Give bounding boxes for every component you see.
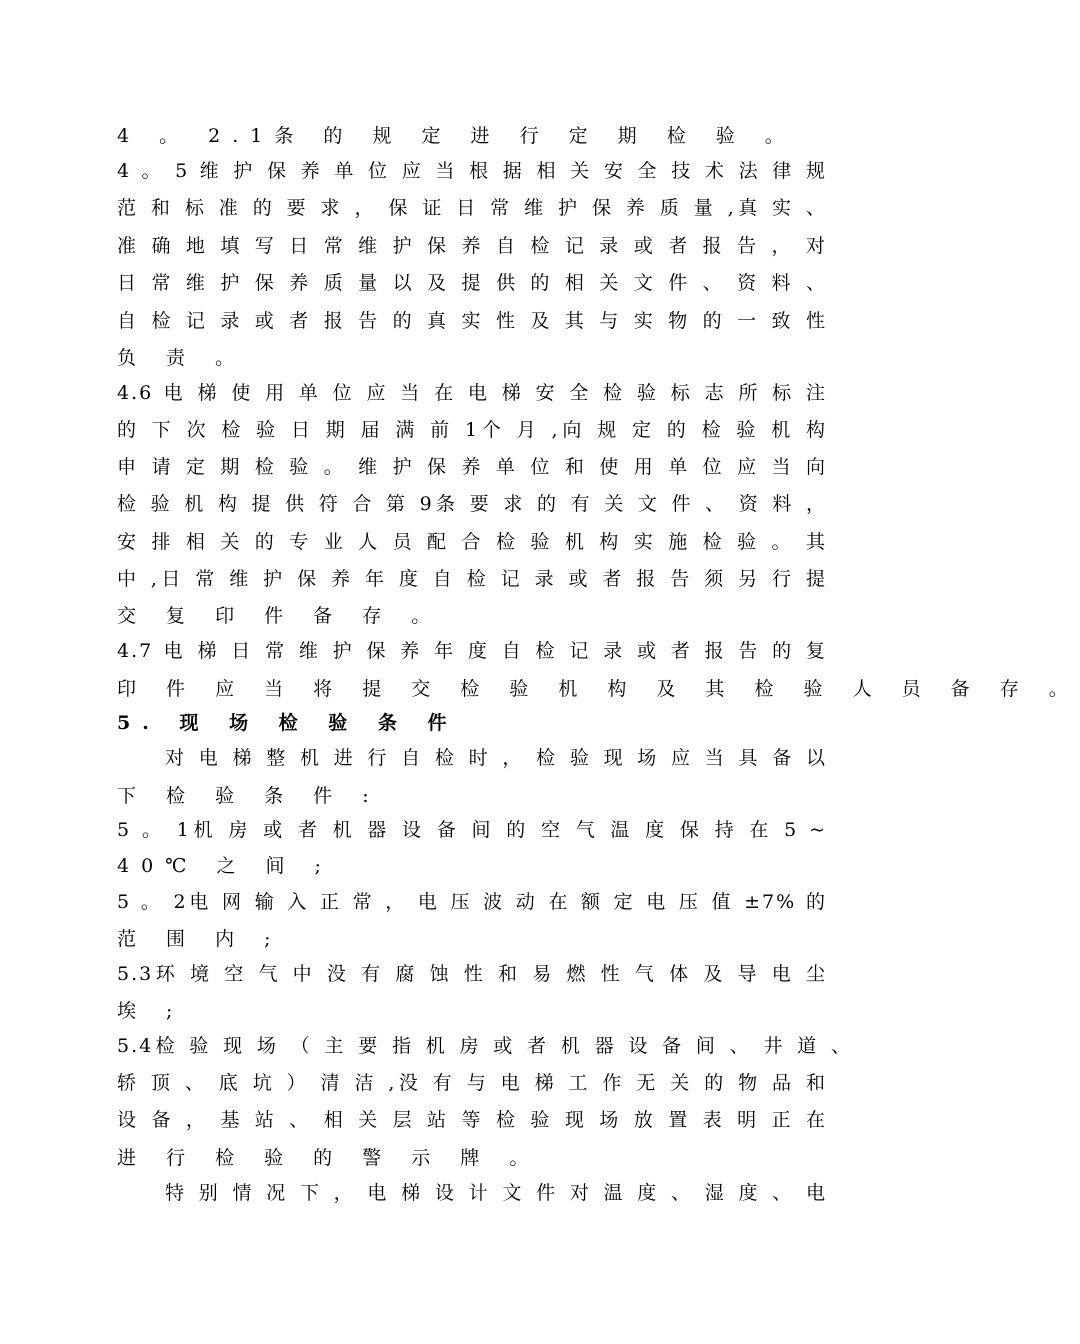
text-line: 准 确 地 填 写 日 常 维 护 保 养 自 检 记 录 或 者 报 告 ， 对 bbox=[117, 235, 827, 257]
text-line: 对 电 梯 整 机 进 行 自 检 时 ， 检 验 现 场 应 当 具 备 以 bbox=[165, 747, 827, 769]
text-line: 4 。 2.1条 的 规 定 进 行 定 期 检 验 。 bbox=[117, 125, 796, 147]
text-line: 范 围 内 ; bbox=[117, 928, 283, 950]
text-line: 检 验 机 构 提 供 符 合 第 9条 要 求 的 有 关 文 件 、 资 料 ， bbox=[117, 493, 827, 515]
text-line: 轿 顶 、 底 坑 ） 清 洁 ,没 有 与 电 梯 工 作 无 关 的 物 品 和 bbox=[117, 1072, 827, 1094]
text-line: 特 别 情 况 下 ， 电 梯 设 计 文 件 对 温 度 、 湿 度 、 电 bbox=[165, 1182, 827, 1204]
text-line: 埃 ; bbox=[117, 1000, 185, 1022]
text-line: 中 ,日 常 维 护 保 养 年 度 自 检 记 录 或 者 报 告 须 另 行 提 bbox=[117, 568, 827, 590]
text-line: 5.3环 境 空 气 中 没 有 腐 蚀 性 和 易 燃 性 气 体 及 导 电 尘 bbox=[117, 963, 827, 985]
text-line: 5.4检 验 现 场 （ 主 要 指 机 房 或 者 机 器 设 备 间 、 井 道 、 bbox=[117, 1035, 852, 1057]
text-line: 4 。 5 维 护 保 养 单 位 应 当 根 据 相 关 安 全 技 术 法 律 规 bbox=[117, 160, 827, 182]
text-line: 4.6 电 梯 使 用 单 位 应 当 在 电 梯 安 全 检 验 标 志 所 标 注 bbox=[117, 382, 827, 404]
text-line: 4.7 电 梯 日 常 维 护 保 养 年 度 自 检 记 录 或 者 报 告 的 复 bbox=[117, 640, 827, 662]
text-line: 申 请 定 期 检 验 。 维 护 保 养 单 位 和 使 用 单 位 应 当 向 bbox=[117, 456, 827, 478]
text-line: 范 和 标 准 的 要 求 ， 保 证 日 常 维 护 保 养 质 量 ,真 实 、 bbox=[117, 197, 827, 219]
text-line: 的 下 次 检 验 日 期 届 满 前 1个 月 ,向 规 定 的 检 验 机 构 bbox=[117, 419, 827, 441]
text-line: 40℃ 之 间 ; bbox=[117, 855, 333, 877]
text-line: 日 常 维 护 保 养 质 量 以 及 提 供 的 相 关 文 件 、 资 料 、 bbox=[117, 272, 827, 294]
text-line: 安 排 相 关 的 专 业 人 员 配 合 检 验 机 构 实 施 检 验 。 其 bbox=[117, 531, 827, 553]
text-line: 印 件 应 当 将 提 交 检 验 机 构 及 其 检 验 人 员 备 存 。 bbox=[117, 678, 1080, 700]
text-line: 自 检 记 录 或 者 报 告 的 真 实 性 及 其 与 实 物 的 一 致 性 bbox=[117, 310, 827, 332]
text-line: 下 检 验 条 件 : bbox=[117, 785, 381, 807]
text-line: 5 。 1机 房 或 者 机 器 设 备 间 的 空 气 温 度 保 持 在 5 ~ bbox=[117, 819, 827, 841]
text-line: 5 。 2电 网 输 入 正 常 ， 电 压 波 动 在 额 定 电 压 值 ±7% 的 bbox=[117, 891, 827, 913]
text-line: 进 行 检 验 的 警 示 牌 。 bbox=[117, 1147, 541, 1169]
text-line: 设 备 ， 基 站 、 相 关 层 站 等 检 验 现 场 放 置 表 明 正 在 bbox=[117, 1109, 827, 1131]
section-heading: 5. 现 场 检 验 条 件 bbox=[117, 712, 459, 734]
text-line: 交 复 印 件 备 存 。 bbox=[117, 605, 443, 627]
text-line: 负 责 。 bbox=[117, 347, 247, 369]
